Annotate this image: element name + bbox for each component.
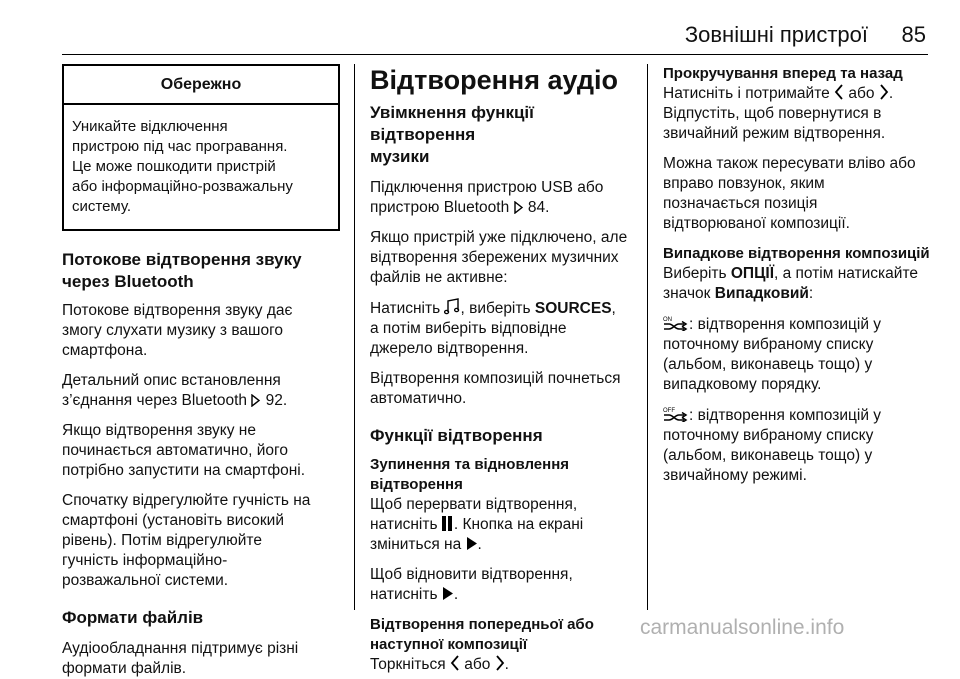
header-rule [62,54,928,55]
chevron-right-icon [879,84,889,100]
paragraph: ON : відтворення композицій у поточному вибраному списку (альбом, виконавець тощо) у випадковому порядку. [663,316,882,393]
shuffle-on-icon [663,314,689,331]
chevron-left-icon [450,655,460,671]
paragraph: Торкніться або . [370,656,509,673]
paragraph: Аудіообладнання підтримує різні формати файлів. [62,640,299,677]
shuffle-off-icon [663,405,689,422]
watermark: carmanualsonline.info [640,616,845,639]
paragraph: Щоб відновити відтворення, натисніть . [370,566,573,603]
caution-line: Це може пошкодити пристрій [72,158,276,175]
column-divider [647,64,648,610]
paragraph: Підключення пристрою USB або пристрою Bluetooth 84. [370,179,604,216]
heading-fast-forward-rewind: Прокручування вперед та назад [663,65,903,82]
heading-playback-functions: Функції відтворення [370,426,543,445]
paragraph: Якщо відтворення звуку не починається автоматично, його потрібно запустити на смартфоні. [62,422,306,479]
chevron-left-icon [834,84,844,100]
paragraph: Потокове відтворення звуку дає змогу слухати музику з вашого смартфона. [62,302,293,359]
page-header [0,0,960,56]
options-menu-label: ОПЦІЇ [730,265,774,282]
caution-line: пристрою під час програвання. [72,138,288,155]
paragraph: Натисніть , виберіть SOURCES, а потім виберіть відповідне джерело відтворення. [370,300,616,357]
heading-pause-resume: Зупинення та відновлення відтворення [370,456,570,493]
play-icon [442,586,454,601]
sources-label: SOURCES [534,300,612,317]
page-reference-icon [514,201,524,214]
caution-line: або інформаційно-розважальну [72,178,293,195]
shuffle-on-label: ON [663,317,672,323]
paragraph: Відтворення композицій почнеться автоматично. [370,370,621,407]
page-number: 85 [901,22,926,47]
caution-box [62,64,340,231]
caution-text [64,105,338,229]
paragraph: Детальний опис встановлення з’єднання через Bluetooth 92. [62,372,288,409]
column-2 [370,64,632,675]
heading-audio-playback: Відтворення аудіо [370,65,618,95]
paragraph: Щоб перервати відтворення, натисніть . Кнопка на екрані зміниться на . [370,496,584,553]
caution-line: систему. [72,198,132,215]
music-note-icon [444,298,460,315]
heading-file-formats: Формати файлів [62,608,204,627]
shuffle-off-label: OFF [663,408,675,414]
column-divider [354,64,355,610]
column-3 [663,64,933,486]
heading-music-playback: Увімкнення функції відтворення музики [370,103,534,166]
play-icon [466,536,478,551]
paragraph: Спочатку відрегулюйте гучність на смартфоні (установіть високий рівень). Потім відрегулюйте гучність інформаційно- розважальної системи. [62,492,311,589]
caution-title: Обережно [64,66,338,105]
paragraph: OFF : відтворення композицій у поточному вибраному списку (альбом, виконавець тощо) у звичайному режимі. [663,407,882,484]
caution-line: Уникайте відключення [72,118,228,135]
paragraph: Можна також пересувати вліво або вправо повзунок, яким позначається позиція відтворюваної композиції. [663,155,916,232]
heading-shuffle: Випадкове відтворення композицій [663,245,930,262]
heading-prev-next: Відтворення попередньої або наступної композиції [370,616,594,653]
pause-icon [442,516,454,533]
column-1 [62,64,340,679]
header-title: Зовнішні пристрої [684,22,868,47]
page-reference-icon [251,394,261,407]
heading-bluetooth-streaming: Потокове відтворення звуку через Bluetooth [62,250,302,291]
paragraph: Якщо пристрій уже підключено, але відтворення збережених музичних файлів не активне: [370,229,628,286]
paragraph: Виберіть ОПЦІЇ, а потім натискайте значок Випадковий: [663,265,918,302]
paragraph: Натисніть і потримайте або . Відпустіть, щоб повернутися в звичайний режим відтворення. [663,85,894,142]
shuffle-label: Випадковий [714,285,809,302]
chevron-right-icon [495,655,505,671]
